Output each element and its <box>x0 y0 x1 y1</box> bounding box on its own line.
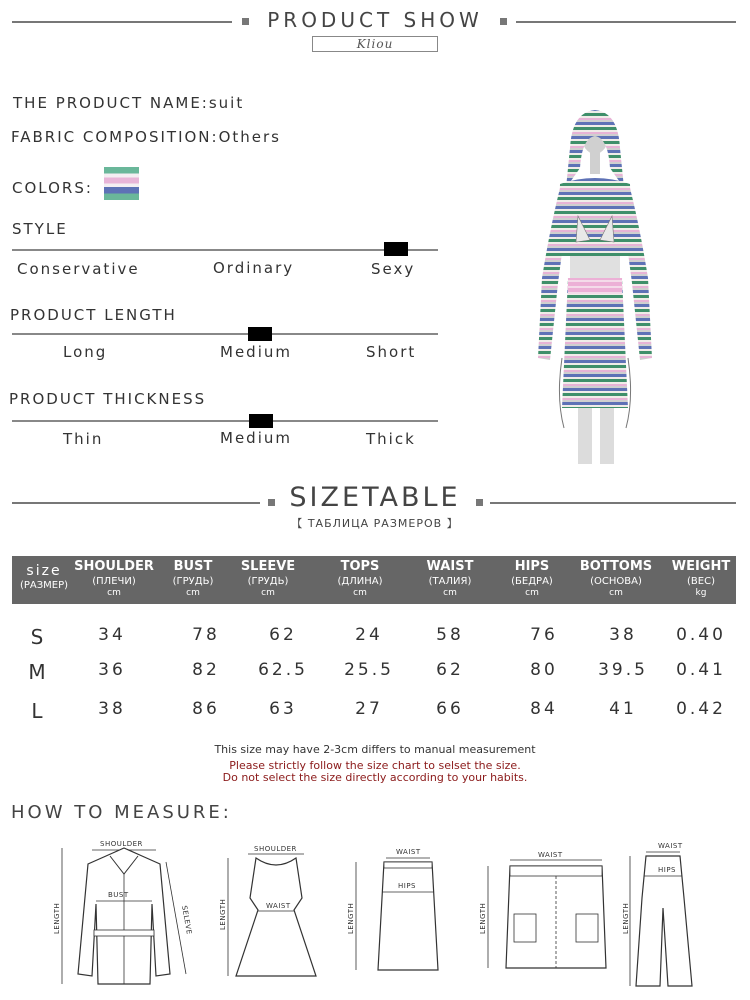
color-swatch[interactable] <box>104 167 139 200</box>
label-shoulder: SHOULDER <box>254 845 297 853</box>
length-scale-line <box>12 333 438 335</box>
style-label-conservative: Conservative <box>17 260 140 278</box>
cell-shoulder: 36 <box>98 660 126 680</box>
length-label-long: Long <box>63 343 108 361</box>
size-table-header <box>12 556 736 604</box>
cell-hips: 80 <box>530 660 558 680</box>
cell-waist: 58 <box>436 625 464 645</box>
cell-weight: 0.40 <box>676 625 726 645</box>
thickness-title: PRODUCT THICKNESS <box>9 390 207 408</box>
header-rule-right <box>516 21 736 23</box>
cell-shoulder: 38 <box>98 699 126 719</box>
sizetable-dot-right <box>476 499 483 506</box>
cell-sleeve: 63 <box>269 699 297 719</box>
col-weight: WEIGHT (ВЕС) kg <box>671 559 731 598</box>
jacket-measure-diagram <box>48 834 198 994</box>
skirt-measure-diagram <box>340 842 450 982</box>
colors-label: COLORS: <box>12 179 93 197</box>
label-length: LENGTH <box>347 902 355 934</box>
thickness-marker <box>249 414 273 428</box>
label-bust: BUST <box>108 891 129 899</box>
length-label-medium: Medium <box>220 343 292 361</box>
cell-size: S <box>30 625 44 649</box>
how-to-measure-title: HOW TO MEASURE: <box>11 802 232 823</box>
style-label-ordinary: Ordinary <box>213 259 295 277</box>
table-row <box>12 699 736 729</box>
label-hips: HIPS <box>398 882 416 890</box>
sizetable-rule-right <box>490 502 736 504</box>
thickness-label-medium: Medium <box>220 429 292 447</box>
fabric-composition: FABRIC COMPOSITION:Others <box>11 128 281 146</box>
col-sleeve: SLEEVE (ГРУДЬ) cm <box>240 559 296 598</box>
sizetable-subtitle: 【 ТАБЛИЦА РАЗМЕРОВ 】 <box>291 517 459 530</box>
col-shoulder: SHOULDER (ПЛЕЧИ) cm <box>74 559 154 598</box>
note-habits: Do not select the size directly according to your habits. <box>222 771 528 784</box>
thickness-scale-line <box>12 420 438 422</box>
label-length: LENGTH <box>622 902 630 934</box>
note-measurement: This size may have 2-3cm differs to manual measurement <box>214 743 536 756</box>
length-title: PRODUCT LENGTH <box>10 306 177 324</box>
thickness-label-thick: Thick <box>366 430 416 448</box>
pants-measure-diagram <box>620 838 700 990</box>
label-hips: HIPS <box>658 866 676 874</box>
cell-weight: 0.42 <box>676 699 726 719</box>
sizetable-title: SIZETABLE <box>289 482 461 513</box>
brand-label: Kliou <box>312 36 438 52</box>
col-hips: HIPS (БЕДРА) cm <box>511 559 553 598</box>
cell-waist: 62 <box>436 660 464 680</box>
label-length: LENGTH <box>479 902 487 934</box>
page-title: PRODUCT SHOW <box>267 8 483 32</box>
cell-tops: 24 <box>355 625 383 645</box>
cell-size: M <box>28 660 46 684</box>
cell-bust: 82 <box>192 660 220 680</box>
product-name: THE PRODUCT NAME:suit <box>13 94 245 112</box>
col-waist: WAIST (ТАЛИЯ) cm <box>426 559 474 598</box>
style-label-sexy: Sexy <box>371 260 416 278</box>
length-marker <box>248 327 272 341</box>
cell-sleeve: 62.5 <box>258 660 308 680</box>
label-length: LENGTH <box>53 902 61 934</box>
cell-hips: 76 <box>530 625 558 645</box>
cell-bottoms: 41 <box>609 699 637 719</box>
col-tops: TOPS (ДЛИНА) cm <box>337 559 383 598</box>
cell-bottoms: 39.5 <box>598 660 648 680</box>
header-dot-right <box>500 18 507 25</box>
label-waist: WAIST <box>538 851 563 859</box>
cell-tops: 25.5 <box>344 660 394 680</box>
col-bust: BUST (ГРУДЬ) cm <box>172 559 214 598</box>
cell-weight: 0.41 <box>676 660 726 680</box>
label-waist: WAIST <box>266 902 291 910</box>
cell-sleeve: 62 <box>269 625 297 645</box>
cell-hips: 84 <box>530 699 558 719</box>
label-waist: WAIST <box>396 848 421 856</box>
cell-tops: 27 <box>355 699 383 719</box>
col-bottoms: BOTTOMS (ОСНОВА) cm <box>579 559 653 598</box>
cell-waist: 66 <box>436 699 464 719</box>
dress-measure-diagram <box>212 838 322 988</box>
length-label-short: Short <box>366 343 417 361</box>
label-waist: WAIST <box>658 842 683 850</box>
style-marker <box>384 242 408 256</box>
label-sleeve: SELEVE <box>180 904 194 936</box>
cell-bust: 86 <box>192 699 220 719</box>
product-mannequin-image <box>520 108 670 468</box>
product-show-header <box>0 0 750 60</box>
cell-shoulder: 34 <box>98 625 126 645</box>
table-row <box>12 660 736 690</box>
style-scale-line <box>12 249 438 251</box>
table-row <box>12 625 736 655</box>
cell-bottoms: 38 <box>609 625 637 645</box>
label-length: LENGTH <box>219 898 227 930</box>
thickness-label-thin: Thin <box>63 430 104 448</box>
style-title: STYLE <box>12 220 68 238</box>
cell-bust: 78 <box>192 625 220 645</box>
cell-size: L <box>31 699 43 723</box>
label-shoulder: SHOULDER <box>100 840 143 848</box>
note-strict-follow: Please strictly follow the size chart to selset the size. <box>229 759 521 772</box>
col-size: size (РАЗМЕР) <box>19 563 69 591</box>
denim-skirt-measure-diagram <box>470 844 610 974</box>
